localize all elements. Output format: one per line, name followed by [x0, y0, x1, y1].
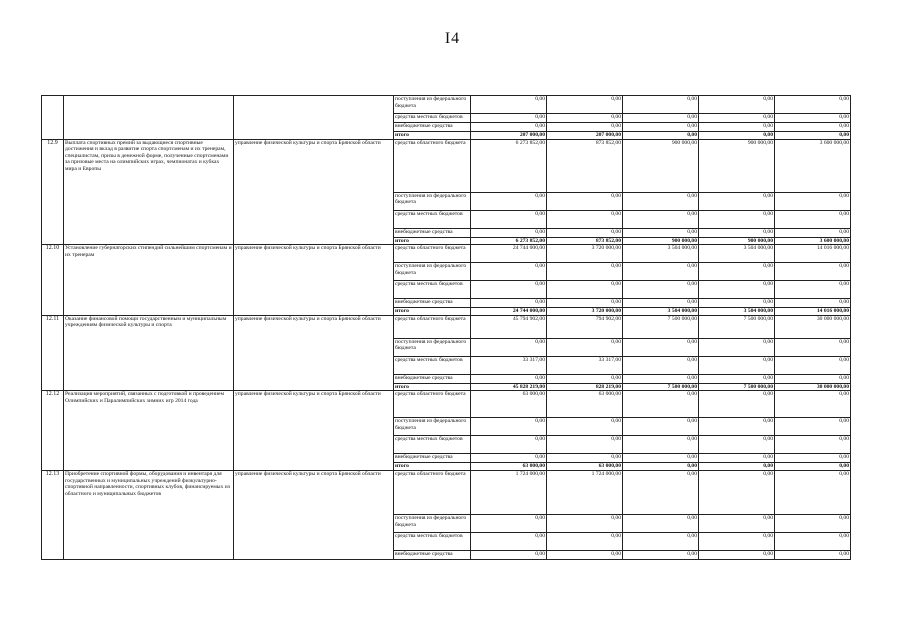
funding-source: итого [394, 383, 471, 391]
amount-cell: 0,00 [699, 454, 775, 463]
amount-cell: 0,00 [775, 514, 851, 532]
item-executor: управление физической культуры и спорта Брянской области [234, 470, 394, 559]
amount-cell: 0,00 [699, 96, 775, 114]
amount-cell: 3 720 000,00 [547, 245, 623, 263]
amount-cell: 0,00 [623, 454, 699, 463]
item-executor: управление физической культуры и спорта Брянской области [234, 245, 394, 316]
amount-cell: 0,00 [775, 436, 851, 454]
amount-cell: 0,00 [471, 114, 547, 123]
amount-cell: 0,00 [547, 338, 623, 356]
amount-cell: 0,00 [623, 96, 699, 114]
amount-cell: 900 000,00 [623, 139, 699, 192]
amount-cell: 0,00 [547, 114, 623, 123]
funding-source: средства местных бюджетов [394, 436, 471, 454]
amount-cell: 0,00 [471, 210, 547, 228]
amount-cell: 0,00 [699, 338, 775, 356]
amount-cell: 3 600 000,00 [775, 237, 851, 245]
amount-cell: 0,00 [699, 418, 775, 436]
amount-cell: 0,00 [775, 356, 851, 374]
amount-cell: 7 500 000,00 [623, 315, 699, 338]
amount-cell: 900 000,00 [699, 237, 775, 245]
amount-cell: 0,00 [775, 123, 851, 132]
amount-cell: 0,00 [699, 281, 775, 299]
item-code [42, 96, 64, 140]
amount-cell: 7 500 000,00 [699, 383, 775, 391]
table-row [42, 245, 851, 263]
amount-cell: 6 273 852,00 [471, 139, 547, 192]
amount-cell: 0,00 [775, 263, 851, 281]
amount-cell: 0,00 [699, 210, 775, 228]
amount-cell: 0,00 [623, 391, 699, 418]
amount-cell: 794 902,00 [547, 315, 623, 338]
amount-cell: 0,00 [775, 532, 851, 550]
amount-cell: 0,00 [699, 132, 775, 140]
funding-source: средства местных бюджетов [394, 114, 471, 123]
amount-cell: 0,00 [775, 299, 851, 308]
amount-cell: 0,00 [623, 356, 699, 374]
item-executor: управление физической культуры и спорта Брянской области [234, 139, 394, 245]
amount-cell: 0,00 [699, 463, 775, 471]
item-name [64, 96, 234, 140]
amount-cell: 0,00 [699, 263, 775, 281]
amount-cell: 0,00 [623, 532, 699, 550]
table-row [42, 139, 851, 192]
amount-cell: 900 000,00 [623, 237, 699, 245]
funding-source: средства местных бюджетов [394, 210, 471, 228]
amount-cell: 0,00 [775, 470, 851, 514]
amount-cell: 0,00 [471, 454, 547, 463]
amount-cell: 7 500 000,00 [623, 383, 699, 391]
funding-source: поступления из федерального бюджета [394, 514, 471, 532]
amount-cell: 0,00 [471, 550, 547, 559]
funding-source: средства областного бюджета [394, 391, 471, 418]
amount-cell: 1 724 000,00 [547, 470, 623, 514]
item-executor: управление физической культуры и спорта Брянской области [234, 315, 394, 391]
amount-cell: 0,00 [699, 391, 775, 418]
amount-cell: 0,00 [547, 96, 623, 114]
budget-table [41, 95, 851, 560]
amount-cell: 0,00 [471, 374, 547, 383]
amount-cell: 207 000,00 [547, 132, 623, 140]
funding-source: внебюджетные средства [394, 550, 471, 559]
amount-cell: 0,00 [471, 418, 547, 436]
amount-cell: 0,00 [775, 132, 851, 140]
amount-cell: 45 794 902,00 [471, 315, 547, 338]
funding-source: внебюджетные средства [394, 299, 471, 308]
item-executor: управление физической культуры и спорта Брянской области [234, 391, 394, 471]
amount-cell: 0,00 [471, 263, 547, 281]
amount-cell: 0,00 [547, 123, 623, 132]
amount-cell: 24 744 000,00 [471, 308, 547, 316]
amount-cell: 0,00 [699, 470, 775, 514]
amount-cell: 0,00 [699, 114, 775, 123]
amount-cell: 0,00 [471, 299, 547, 308]
amount-cell: 873 852,00 [547, 139, 623, 192]
funding-source: средства областного бюджета [394, 315, 471, 338]
funding-source: средства областного бюджета [394, 139, 471, 192]
amount-cell: 873 852,00 [547, 237, 623, 245]
amount-cell: 0,00 [471, 96, 547, 114]
amount-cell: 33 317,00 [547, 356, 623, 374]
amount-cell: 0,00 [547, 550, 623, 559]
amount-cell: 0,00 [547, 228, 623, 237]
item-code: 12.11 [42, 315, 64, 391]
amount-cell: 14 016 000,00 [775, 308, 851, 316]
amount-cell: 0,00 [471, 228, 547, 237]
item-code: 12.12 [42, 391, 64, 471]
amount-cell: 900 000,00 [699, 139, 775, 192]
table-row [42, 315, 851, 338]
amount-cell: 207 000,00 [471, 132, 547, 140]
amount-cell: 0,00 [775, 418, 851, 436]
amount-cell: 0,00 [471, 514, 547, 532]
funding-source: внебюджетные средства [394, 228, 471, 237]
amount-cell: 0,00 [775, 338, 851, 356]
amount-cell: 1 724 000,00 [471, 470, 547, 514]
funding-source: итого [394, 237, 471, 245]
amount-cell: 0,00 [623, 132, 699, 140]
amount-cell: 0,00 [623, 550, 699, 559]
amount-cell: 0,00 [623, 463, 699, 471]
amount-cell: 3 504 000,00 [699, 245, 775, 263]
amount-cell: 0,00 [699, 228, 775, 237]
amount-cell: 0,00 [623, 281, 699, 299]
funding-source: внебюджетные средства [394, 454, 471, 463]
amount-cell: 0,00 [699, 532, 775, 550]
amount-cell: 0,00 [547, 454, 623, 463]
amount-cell: 0,00 [623, 374, 699, 383]
amount-cell: 0,00 [699, 374, 775, 383]
amount-cell: 3 720 000,00 [547, 308, 623, 316]
item-name: Реализация мероприятий, связанных с подготовкой и проведением Олимпийских и Паралимпийских зимних игр 2014 года [64, 391, 234, 471]
amount-cell: 63 000,00 [471, 463, 547, 471]
amount-cell: 0,00 [623, 123, 699, 132]
amount-cell: 0,00 [699, 192, 775, 210]
amount-cell: 828 219,00 [547, 383, 623, 391]
amount-cell: 0,00 [775, 192, 851, 210]
item-name: Выплата спортивных премий за выдающиеся спортивные достижения и вклад в развитие спорта спортсменам и их тренерам, специалистам, призы в денежной форме, полученные спортсменами за призовые места на олимпийских играх, чемпионатах и кубках мира и Европы [64, 139, 234, 245]
amount-cell: 0,00 [623, 470, 699, 514]
funding-source: внебюджетные средства [394, 374, 471, 383]
amount-cell: 0,00 [699, 436, 775, 454]
amount-cell: 24 744 000,00 [471, 245, 547, 263]
amount-cell: 63 000,00 [547, 391, 623, 418]
amount-cell: 0,00 [471, 436, 547, 454]
amount-cell: 0,00 [775, 281, 851, 299]
amount-cell: 0,00 [623, 436, 699, 454]
amount-cell: 0,00 [547, 263, 623, 281]
amount-cell: 0,00 [623, 192, 699, 210]
amount-cell: 0,00 [471, 192, 547, 210]
funding-source: средства местных бюджетов [394, 281, 471, 299]
item-code: 12.13 [42, 470, 64, 559]
amount-cell: 14 016 000,00 [775, 245, 851, 263]
amount-cell: 0,00 [471, 281, 547, 299]
amount-cell: 30 000 000,00 [775, 383, 851, 391]
amount-cell: 0,00 [775, 550, 851, 559]
amount-cell: 0,00 [471, 338, 547, 356]
funding-source: средства местных бюджетов [394, 532, 471, 550]
funding-source: средства областного бюджета [394, 470, 471, 514]
amount-cell: 0,00 [623, 338, 699, 356]
amount-cell: 30 000 000,00 [775, 315, 851, 338]
item-name: Оказание финансовой помощи государственным и муниципальным учреждениям физической культуры и спорта [64, 315, 234, 391]
amount-cell: 0,00 [623, 418, 699, 436]
amount-cell: 0,00 [699, 514, 775, 532]
funding-source: поступления из федерального бюджета [394, 192, 471, 210]
amount-cell: 0,00 [547, 514, 623, 532]
amount-cell: 0,00 [471, 532, 547, 550]
amount-cell: 0,00 [547, 436, 623, 454]
amount-cell: 3 600 000,00 [775, 139, 851, 192]
amount-cell: 0,00 [623, 114, 699, 123]
table-row [42, 470, 851, 514]
funding-source: поступления из федерального бюджета [394, 418, 471, 436]
amount-cell: 3 504 000,00 [623, 308, 699, 316]
amount-cell: 45 828 219,00 [471, 383, 547, 391]
funding-source: поступления из федерального бюджета [394, 338, 471, 356]
page-number: I4 [444, 30, 461, 47]
amount-cell: 3 504 000,00 [623, 245, 699, 263]
table-row [42, 96, 851, 114]
funding-source: итого [394, 132, 471, 140]
amount-cell: 63 000,00 [471, 391, 547, 418]
amount-cell: 0,00 [547, 299, 623, 308]
funding-source: средства областного бюджета [394, 245, 471, 263]
funding-source: средства местных бюджетов [394, 356, 471, 374]
budget-table-body [42, 96, 851, 560]
item-code: 12.9 [42, 139, 64, 245]
funding-source: поступления из федерального бюджета [394, 263, 471, 281]
amount-cell: 0,00 [775, 463, 851, 471]
amount-cell: 0,00 [547, 210, 623, 228]
funding-source: внебюджетные средства [394, 123, 471, 132]
amount-cell: 0,00 [547, 374, 623, 383]
amount-cell: 0,00 [775, 228, 851, 237]
amount-cell: 0,00 [547, 192, 623, 210]
amount-cell: 0,00 [699, 356, 775, 374]
amount-cell: 63 000,00 [547, 463, 623, 471]
amount-cell: 0,00 [547, 281, 623, 299]
amount-cell: 0,00 [775, 391, 851, 418]
item-executor [234, 96, 394, 140]
amount-cell: 0,00 [623, 210, 699, 228]
amount-cell: 0,00 [623, 228, 699, 237]
amount-cell: 0,00 [547, 532, 623, 550]
amount-cell: 0,00 [775, 210, 851, 228]
amount-cell: 3 504 000,00 [699, 308, 775, 316]
amount-cell: 7 500 000,00 [699, 315, 775, 338]
item-name: Приобретение спортивной формы, оборудования и инвентаря для государственных и муниципальных учреждений физкультурно-спортивной направленности, спортивных клубов, финансируемых из областного и муниципальных бюджетов [64, 470, 234, 559]
amount-cell: 0,00 [775, 454, 851, 463]
amount-cell: 0,00 [471, 123, 547, 132]
amount-cell: 0,00 [699, 550, 775, 559]
funding-source: итого [394, 308, 471, 316]
amount-cell: 0,00 [623, 263, 699, 281]
amount-cell: 0,00 [775, 374, 851, 383]
amount-cell: 0,00 [699, 299, 775, 308]
amount-cell: 0,00 [623, 299, 699, 308]
amount-cell: 0,00 [623, 514, 699, 532]
item-code: 12.10 [42, 245, 64, 316]
amount-cell: 0,00 [775, 114, 851, 123]
amount-cell: 33 317,00 [471, 356, 547, 374]
amount-cell: 0,00 [775, 96, 851, 114]
funding-source: поступления из федерального бюджета [394, 96, 471, 114]
amount-cell: 6 273 852,00 [471, 237, 547, 245]
item-name: Установление губернаторских стипендий сильнейшим спортсменам и их тренерам [64, 245, 234, 316]
amount-cell: 0,00 [699, 123, 775, 132]
funding-source: итого [394, 463, 471, 471]
amount-cell: 0,00 [547, 418, 623, 436]
table-row [42, 391, 851, 418]
